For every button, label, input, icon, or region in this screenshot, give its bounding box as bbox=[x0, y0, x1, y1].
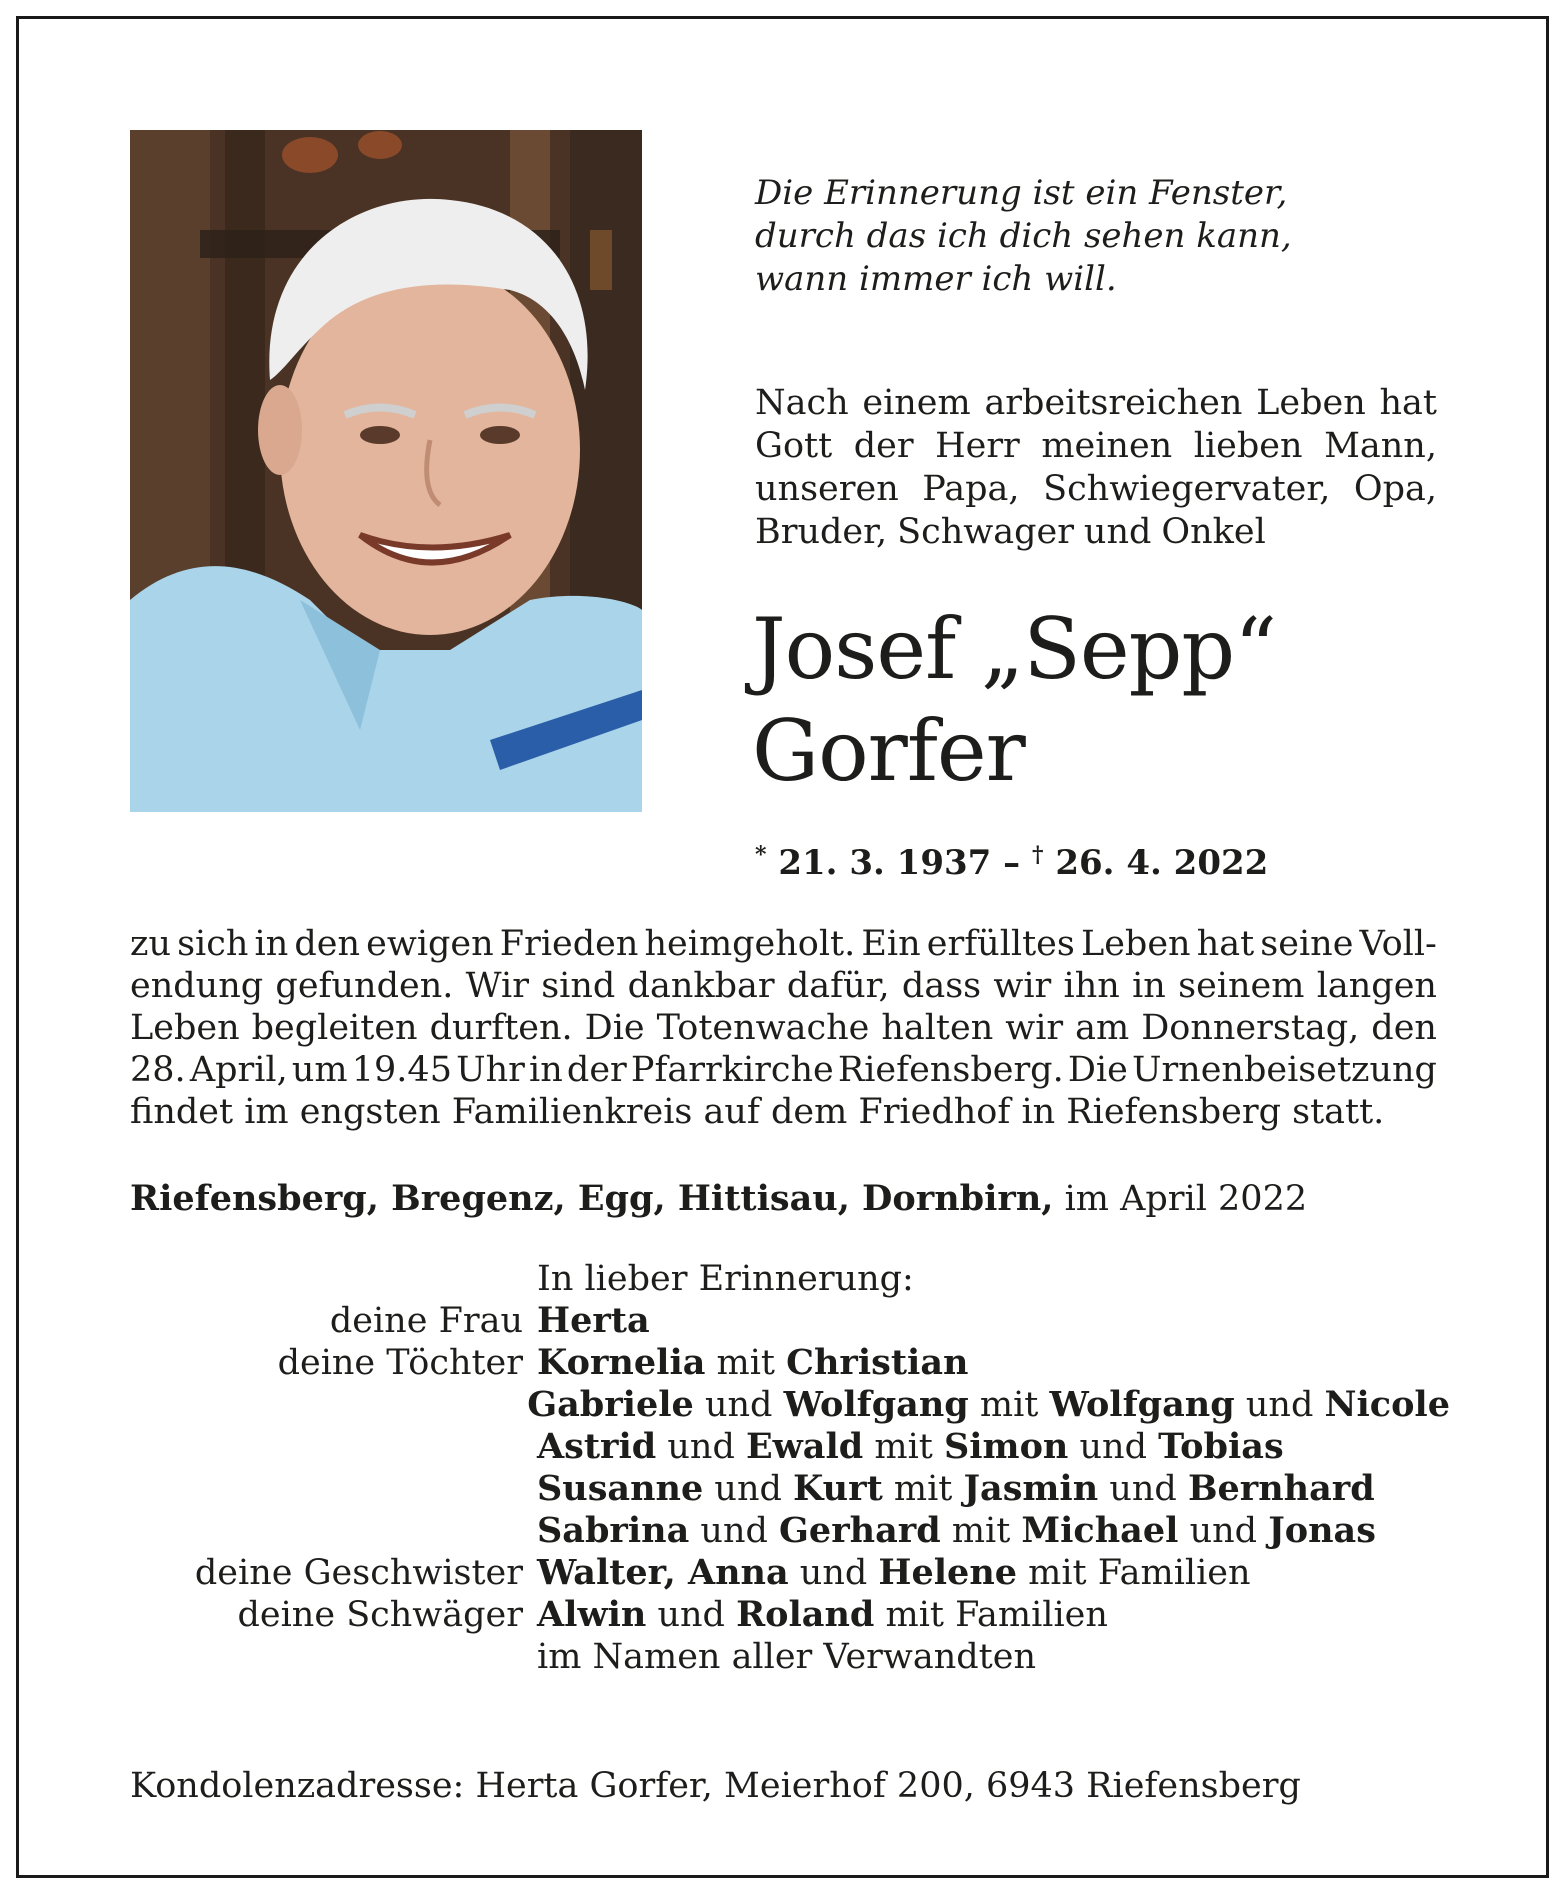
word: hat bbox=[1196, 924, 1255, 964]
family-member-name: Helene bbox=[878, 1552, 1018, 1593]
family-member-name: Tobias bbox=[1158, 1426, 1284, 1467]
family-connector: mit bbox=[705, 1343, 787, 1383]
word: sich bbox=[177, 924, 249, 964]
word: langen bbox=[1316, 966, 1437, 1006]
life-dates bbox=[755, 842, 1268, 883]
word: Herr bbox=[935, 426, 1020, 466]
word: begleiten bbox=[251, 1008, 418, 1048]
family-connector: und bbox=[689, 1511, 780, 1551]
family-connector: und bbox=[693, 1385, 784, 1425]
family-connector: im Namen aller Verwandten bbox=[537, 1637, 1036, 1677]
motto-line: durch das ich dich sehen kann, bbox=[755, 216, 1292, 256]
word: Voll- bbox=[1359, 924, 1437, 964]
family-member-name: Alwin bbox=[537, 1594, 647, 1635]
word: Urnenbeisetzung bbox=[1131, 1050, 1437, 1090]
word: 19.45 bbox=[351, 1050, 452, 1090]
family-connector: mit bbox=[940, 1511, 1022, 1551]
family-relation bbox=[130, 1468, 537, 1510]
motto-line: Die Erinnerung ist ein Fenster, bbox=[755, 173, 1288, 213]
family-member-name: Gabriele bbox=[527, 1384, 694, 1425]
family-relation bbox=[130, 1384, 527, 1426]
places-towns: Riefensberg, Bregenz, Egg, Hittisau, Dornbirn, bbox=[130, 1178, 1054, 1219]
family-row bbox=[130, 1594, 1450, 1636]
family-relation bbox=[130, 1636, 537, 1678]
intro-text bbox=[755, 382, 1437, 554]
word: hat bbox=[1379, 383, 1437, 423]
family-member-name: Sabrina bbox=[537, 1510, 690, 1551]
family-names bbox=[537, 1426, 1284, 1468]
family-row bbox=[130, 1384, 1450, 1426]
word: um bbox=[291, 1050, 348, 1090]
family-names bbox=[527, 1384, 1450, 1426]
word: Wir bbox=[465, 966, 529, 1006]
condolence-address: Kondolenzadresse: Herta Gorfer, Meierhof 200, 6943 Riefensberg bbox=[130, 1766, 1301, 1806]
word: unseren bbox=[755, 469, 899, 509]
family-names bbox=[537, 1468, 1375, 1510]
word: den bbox=[294, 924, 361, 964]
intro-line bbox=[755, 425, 1437, 468]
family-member-name: Simon bbox=[943, 1426, 1069, 1467]
word: Papa, bbox=[922, 469, 1020, 509]
family-row bbox=[130, 1552, 1450, 1594]
word: Onkel bbox=[1161, 512, 1266, 552]
word: Totenwache bbox=[656, 1008, 870, 1048]
word: Mann, bbox=[1324, 426, 1437, 466]
portrait-image bbox=[130, 130, 642, 812]
family-names bbox=[537, 1636, 1036, 1678]
word: dankbar bbox=[627, 966, 775, 1006]
word: dass bbox=[901, 966, 982, 1006]
birth-symbol: * bbox=[755, 842, 767, 868]
word: einem bbox=[862, 383, 971, 423]
word: Schwiegervater, bbox=[1043, 469, 1331, 509]
family-connector: mit bbox=[863, 1427, 944, 1467]
family-relation bbox=[130, 1426, 537, 1468]
word: Schwager bbox=[897, 512, 1074, 552]
family-member-name: Susanne bbox=[537, 1468, 704, 1509]
family-member-name: Roland bbox=[736, 1594, 875, 1635]
family-connector: und bbox=[788, 1553, 879, 1593]
body-line bbox=[130, 1049, 1437, 1091]
body-line bbox=[130, 965, 1437, 1007]
family-row bbox=[130, 1636, 1450, 1678]
word: arbeitsreichen bbox=[984, 383, 1243, 423]
family-relation: deine Töchter bbox=[277, 1343, 523, 1383]
family-member-name: Wolfgang bbox=[783, 1384, 969, 1425]
family-names bbox=[537, 1342, 968, 1384]
family-member-name: Bernhard bbox=[1187, 1468, 1375, 1509]
word: gefunden. bbox=[275, 966, 454, 1006]
word: Die bbox=[584, 1008, 645, 1048]
family-connector: mit bbox=[882, 1469, 964, 1509]
word: der bbox=[853, 426, 914, 466]
body-line bbox=[130, 923, 1437, 965]
word: seine bbox=[1260, 924, 1354, 964]
word: durften. bbox=[429, 1008, 573, 1048]
places-line bbox=[130, 1178, 1307, 1219]
family-relation: deine Geschwister bbox=[194, 1553, 523, 1593]
deceased-name bbox=[752, 598, 1276, 802]
word: wir bbox=[1005, 1008, 1064, 1048]
word: zu bbox=[130, 924, 171, 964]
family-relation bbox=[130, 1510, 537, 1552]
family-member-name: Nicole bbox=[1324, 1384, 1450, 1425]
motto-line: wann immer ich will. bbox=[755, 259, 1117, 299]
family-connector: mit Familien bbox=[874, 1595, 1108, 1635]
family-member-name: Walter, Anna bbox=[537, 1552, 789, 1593]
word: Pfarrkirche bbox=[630, 1050, 834, 1090]
intro-line bbox=[755, 511, 1437, 554]
word: den bbox=[1371, 1008, 1437, 1048]
word: ihn bbox=[1063, 966, 1120, 1006]
death-symbol: † bbox=[1032, 842, 1044, 868]
word: dafür, bbox=[786, 966, 890, 1006]
body-text bbox=[130, 923, 1437, 1133]
family-names bbox=[537, 1552, 1251, 1594]
family-heading: In lieber Erinnerung: bbox=[537, 1259, 914, 1299]
family-member-name: Jonas bbox=[1268, 1510, 1376, 1551]
word: findet im engsten Familienkreis auf dem Friedhof in Riefensberg statt. bbox=[130, 1092, 1385, 1132]
word: endung bbox=[130, 966, 264, 1006]
family-connector: und bbox=[1068, 1427, 1159, 1467]
word: Leben bbox=[130, 1008, 240, 1048]
word: in bbox=[1132, 966, 1166, 1006]
word: und bbox=[1083, 512, 1152, 552]
family-connector: und bbox=[1098, 1469, 1188, 1509]
intro-line bbox=[755, 468, 1437, 511]
word: wir bbox=[993, 966, 1052, 1006]
intro-line bbox=[755, 382, 1437, 425]
family-names bbox=[537, 1300, 650, 1342]
word: Bruder, bbox=[755, 512, 888, 552]
word: April, bbox=[189, 1050, 288, 1090]
word: Leben bbox=[1080, 924, 1191, 964]
word: der bbox=[566, 1050, 627, 1090]
places-date: im April 2022 bbox=[1053, 1179, 1308, 1219]
family-member-name: Michael bbox=[1021, 1510, 1179, 1551]
birth-date: 21. 3. 1937 bbox=[778, 843, 992, 883]
family-row bbox=[130, 1300, 1450, 1342]
family-member-name: Kornelia bbox=[537, 1342, 706, 1383]
body-line bbox=[130, 1091, 1437, 1133]
motto-quote bbox=[755, 172, 1315, 301]
word: Leben bbox=[1256, 383, 1366, 423]
word: Uhr bbox=[456, 1050, 525, 1090]
family-relation: deine Schwäger bbox=[237, 1595, 523, 1635]
family-connector: und bbox=[1234, 1385, 1325, 1425]
word: Frieden bbox=[499, 924, 639, 964]
family-names bbox=[537, 1510, 1376, 1552]
date-separator: – bbox=[991, 843, 1032, 883]
family-connector: und bbox=[703, 1469, 794, 1509]
family-names bbox=[537, 1594, 1108, 1636]
word: in bbox=[254, 924, 289, 964]
word: in bbox=[529, 1050, 563, 1090]
word: Gott bbox=[755, 426, 833, 466]
family-connector: und bbox=[656, 1427, 746, 1467]
family-row bbox=[130, 1468, 1450, 1510]
family-connector: und bbox=[1178, 1511, 1269, 1551]
word: am bbox=[1075, 1008, 1130, 1048]
family-heading-row bbox=[130, 1258, 1450, 1300]
family-connector: mit bbox=[968, 1385, 1050, 1425]
word: Donnerstag, bbox=[1141, 1008, 1360, 1048]
family-row bbox=[130, 1426, 1450, 1468]
death-date: 26. 4. 2022 bbox=[1055, 843, 1269, 883]
family-relation: deine Frau bbox=[329, 1301, 523, 1341]
word: Opa, bbox=[1353, 469, 1437, 509]
family-connector: mit Familien bbox=[1017, 1553, 1251, 1593]
family-member-name: Christian bbox=[786, 1342, 969, 1383]
family-row bbox=[130, 1342, 1450, 1384]
word: Die bbox=[1067, 1050, 1128, 1090]
body-line bbox=[130, 1007, 1437, 1049]
word: sind bbox=[541, 966, 616, 1006]
family-member-name: Kurt bbox=[793, 1468, 883, 1509]
family-member-name: Gerhard bbox=[779, 1510, 941, 1551]
family-connector: und bbox=[646, 1595, 737, 1635]
family-list bbox=[130, 1258, 1450, 1678]
word: erfülltes bbox=[926, 924, 1075, 964]
family-member-name: Jasmin bbox=[963, 1468, 1099, 1509]
family-member-name: Astrid bbox=[537, 1426, 657, 1467]
word: ewigen bbox=[366, 924, 494, 964]
family-member-name: Ewald bbox=[746, 1426, 864, 1467]
word: Riefensberg. bbox=[837, 1050, 1064, 1090]
family-member-name: Herta bbox=[537, 1300, 650, 1341]
word: halten bbox=[881, 1008, 994, 1048]
word: meinen bbox=[1041, 426, 1173, 466]
portrait-photo bbox=[130, 130, 642, 812]
word: Ein bbox=[861, 924, 921, 964]
name-line-1: Josef „Sepp“ bbox=[752, 600, 1277, 698]
word: 28. bbox=[130, 1050, 186, 1090]
word: heimgeholt. bbox=[644, 924, 856, 964]
name-line-2: Gorfer bbox=[752, 702, 1025, 800]
word: Nach bbox=[755, 383, 849, 423]
word: lieben bbox=[1193, 426, 1303, 466]
family-row bbox=[130, 1510, 1450, 1552]
word: seinem bbox=[1178, 966, 1305, 1006]
family-member-name: Wolfgang bbox=[1049, 1384, 1235, 1425]
